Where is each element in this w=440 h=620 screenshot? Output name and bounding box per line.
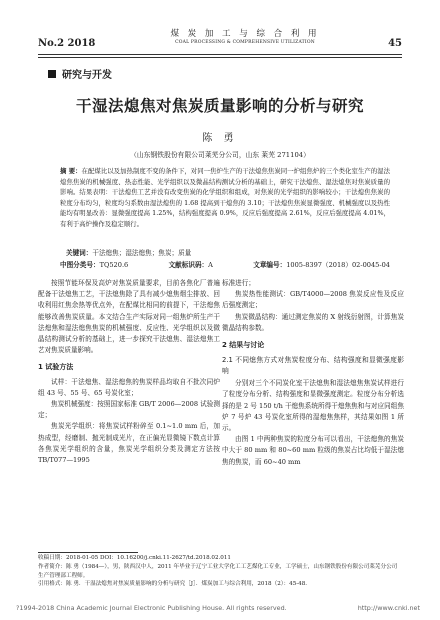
keywords-label: 关键词： <box>66 249 93 257</box>
particle-size-paragraph: 分别对三个不同炭化室干法熄焦和湿法熄焦焦炭试样进行了粒度分布分析、结构强度和显微强度测定。粒度分布分析选择的是 2 号 150 t/h 干熄焦系统所得干熄焦焦和与对应同组焦炉 7 号炉 43 号炭化室所得的湿熄焦焦样，其结果如图 1 所示。 <box>222 379 404 433</box>
article-id-label: 文章编号： <box>253 261 287 269</box>
section-heading-methods: 1 试验方法 <box>38 363 74 372</box>
journal-title-en: COAL PROCESSING & COMPREHENSIVE UTILIZATION <box>175 40 315 45</box>
journal-title-cn: 煤 炭 加 工 与 综 合 利 用 <box>170 29 320 39</box>
intro-paragraph: 按照节能环保及高炉对焦炭质量要求，目前各焦化厂普遍配备干法熄焦工艺，干法熄焦除了具有减少熄焦烟尘排放、回收利用红焦余热等优点外，在配煤比相同的前提下，干法熄焦能够改善焦炭质量。本文结合生产实际对同一组焦炉所生产干法熄焦和湿法熄焦焦炭的机械强度、反应性、光学组织以及微晶结构测试分析的基础上，进一步探究干法熄焦、湿法熄焦工艺对焦炭质量影响。 <box>38 279 220 355</box>
continued-text: 标准进行； <box>222 279 255 287</box>
thermal-paragraph: 焦炭热性能测试：GB/T4000—2008 焦炭反应性及反应后强度测定； <box>222 290 404 310</box>
section-tag: 研究与开发 <box>62 70 112 81</box>
figure1-discussion-paragraph: 由图 1 中两种焦炭的粒度分布可以看出，干法熄焦的焦炭中大于 80 mm 和 80~60 mm 粒级的焦炭占比均低于湿法熄焦的焦炭，而 60~40 mm <box>222 435 404 466</box>
keywords <box>66 247 191 257</box>
subsection-heading-2-1: 2.1 不同熄焦方式对焦炭粒度分布、结构强度和显微强度影响 <box>222 356 404 375</box>
keywords-text: 干法熄焦；湿法熄焦；焦炭；质量 <box>92 249 192 257</box>
abstract-label: 摘 要： <box>60 167 82 175</box>
doc-code-label: 文献标识码： <box>168 261 209 269</box>
section-square-icon <box>48 70 56 78</box>
site-url: http://www.cnki.net <box>357 604 420 612</box>
footnote-citation: 引用格式：陈 勇．干湿法熄焦对焦炭质量影响的分析与研究［J］．煤炭加工与综合利用，2018（2）：45-48. <box>38 581 308 587</box>
abstract <box>60 166 390 230</box>
section-heading-results: 2 结果与讨论 <box>222 341 265 350</box>
abstract-text: 在配煤比以及加热制度不变的条件下，对同一焦炉生产的干法熄焦焦炭同一炉组焦炉的三个类化室生产的湿法熄焦焦炭的机械强度、热态性能、光学组织以及微晶结构测试分析的基础上，研究干法熄焦、湿法熄焦对焦炭质量的影响。结果表明：干法熄焦工艺并没有改变焦炭的化学组织和组成，对焦炭的光学组织的影响较小；干法熄焦焦炭的粒度分布均匀，粒度均匀系数由湿法熄焦的 1.68 提高到干熄焦的 3.10；干法熄焦焦炭显微强度、机械强度以及热性能均有明显改善：显微强度提高 1.25%，结构强度提高 0.9%，反应后强度提高 2.61%，反应后强度提高 4.01%，有利于高炉操作及稳定顺行。 <box>60 167 390 228</box>
clc-number <box>60 259 128 269</box>
right-column <box>222 278 404 468</box>
left-column <box>38 278 220 466</box>
copyright-notice: ?1994-2018 China Academic Journal Electronic Publishing House. All rights reserved. <box>16 604 287 612</box>
page-number: 45 <box>388 38 402 49</box>
affiliation: （山东钢铁股份有限公司莱芜分公司，山东 莱芜 271104） <box>130 151 310 159</box>
classification-line <box>60 259 390 269</box>
header-rule-thin <box>38 57 402 58</box>
author-name: 陈 勇 <box>202 133 238 144</box>
header-rule <box>38 54 402 55</box>
footnote-received: 收稿日期：2018-01-05 DOI：10.16200/j.cnki.11-2627/td.2018.02.011 <box>38 555 231 561</box>
mechanical-strength-paragraph: 焦炭机械强度：按照国家标准 GB/T 2006—2008 试验测定； <box>38 400 220 420</box>
issue-number: No.2 2018 <box>38 38 96 49</box>
clc-label: 中图分类号： <box>60 261 100 269</box>
article-id-value: 1005-8397（2018）02-0045-04 <box>286 261 390 269</box>
article-id <box>253 259 390 269</box>
footnote-author-bio: 作者简介：陈 勇（1984—），男，陕西汉中人，2011 年毕业于辽宁工业大学化工工艺煤化工专业，工学硕士，山东钢铁股份有限公司莱芜分公司生产管理部工程师。 <box>38 564 398 579</box>
sample-paragraph: 试样：干法熄焦、湿法熄焦的焦炭样品均取自不批次同炉组 43 号、55 号、65 号炭化室； <box>38 377 220 397</box>
optical-texture-paragraph: 焦炭光学组织：将焦炭试样粉碎至 0.1~1.0 mm 后，加热成型，经磨制、抛光制成光片，在正偏光显微镜下数点计算各焦炭光学组织的含量，焦炭光学组织分类及测定方法按 TB/T077—1995 <box>38 422 220 465</box>
footnote-rule <box>38 552 138 553</box>
microcrystal-paragraph: 焦炭微晶结构：通过测定焦炭的 X 射线衍射图，计算焦炭微晶结构参数。 <box>222 312 404 332</box>
clc-value: TQ520.6 <box>99 261 129 269</box>
document-code <box>169 259 213 269</box>
paper-title: 干湿法熄焦对焦炭质量影响的分析与研究 <box>75 97 364 115</box>
doc-code-value: A <box>208 261 213 269</box>
